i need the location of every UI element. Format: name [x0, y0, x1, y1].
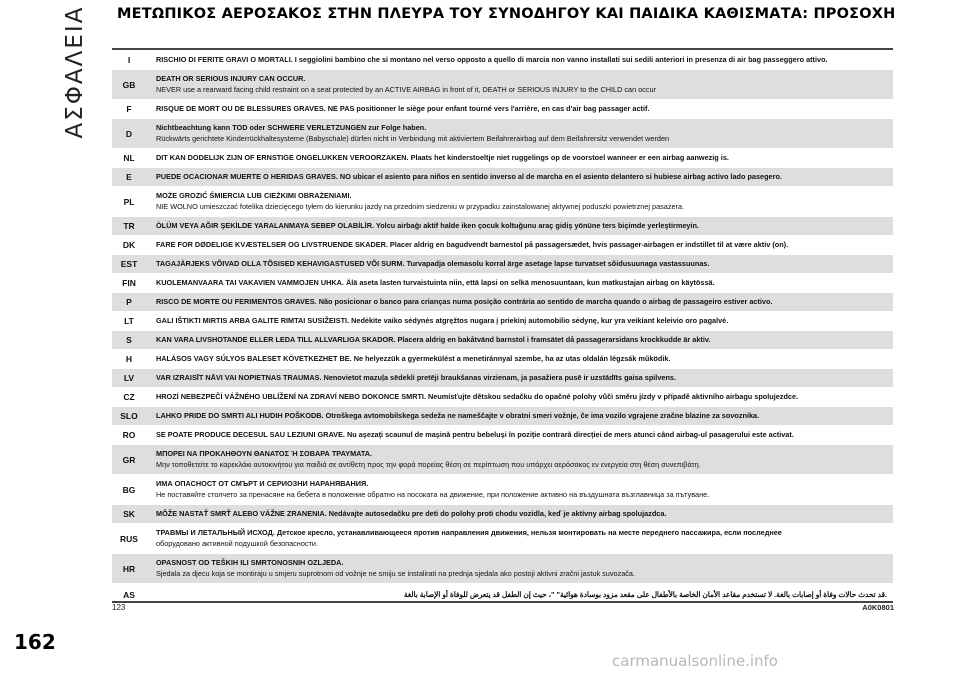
- language-code: RO: [122, 430, 136, 440]
- warning-headline: DIT KAN DODELIJK ZIJN OF ERNSTIGE ONGELUKKEN VEROORZAKEN. Plaats het kinderstoeltje niet ruggelings op de voorstoel wanneer er een airbag aanwezig is.: [156, 152, 729, 162]
- warning-text: [146, 259, 893, 270]
- table-row: [112, 273, 893, 292]
- table-row: [112, 504, 893, 523]
- language-code: CZ: [123, 392, 135, 402]
- table-row: [112, 69, 893, 99]
- table-row: [112, 186, 893, 216]
- warning-text: [146, 191, 893, 212]
- language-code: E: [126, 172, 132, 182]
- section-side-label-text: ΑΣΦΑΛΕΙΑ: [62, 5, 88, 139]
- warning-detail: Μην τοποθετείτε το καρεκλάκι αυτοκινήτου για παιδιά σε αντίθετη προς την φορά πορείας θέση σε περίπτωση που υπάρχει αερόσακος εν ενεργεία στη θέση συνεπιβάτη.: [156, 459, 701, 469]
- warning-text: [146, 449, 893, 470]
- warning-headline: RISQUE DE MORT OU DE BLESSURES GRAVES. NE PAS positionner le siège pour enfant tourné vers l'arrière, en cas d'air bag passager actif.: [156, 103, 650, 113]
- warning-text: [146, 74, 893, 95]
- warning-text: [146, 104, 893, 115]
- figure-code: A0K0801: [862, 603, 894, 612]
- language-code: AS: [123, 590, 135, 600]
- warning-text: [146, 335, 893, 346]
- table-row: [112, 235, 893, 254]
- warning-text: [146, 221, 893, 232]
- warning-text: [146, 590, 893, 601]
- table-row: [112, 368, 893, 387]
- table-row: [112, 553, 893, 583]
- warning-headline: KUOLEMANVAARA TAI VAKAVIEN VAMMOJEN UHKA. Älä aseta lasten turvaistuinta niin, että lapsi on selkä menosuuntaan, kun matkustajan airbag on käytössä.: [156, 277, 715, 287]
- warning-headline: ΜΠΟΡΕΙ ΝΑ ΠΡΟΚΛΗΘΟΥΝ ΘΑΝΑΤΟΣ Ή ΣΟΒΑΡΑ ΤΡΑΥΜΑΤΑ.: [156, 449, 373, 458]
- warning-text: [146, 354, 893, 365]
- language-code: FIN: [122, 278, 136, 288]
- language-code: P: [126, 297, 132, 307]
- table-row: [112, 406, 893, 425]
- warning-headline: LAHKO PRIDE DO SMRTI ALI HUDIH POŠKODB. Otroškega avtomobilskega sedeža ne nameščajte v obratni smeri vožnje, če ima vozilo vgrajene zračne blazine za sovoznika.: [156, 410, 760, 420]
- warning-text: [146, 392, 893, 403]
- language-code: I: [127, 55, 131, 65]
- warning-text: [146, 558, 893, 579]
- language-code: BG: [122, 484, 136, 495]
- warning-headline: DEATH OR SERIOUS INJURY CAN OCCUR.: [156, 74, 306, 83]
- warning-table: [112, 48, 893, 603]
- page-heading: ΜΕΤΩΠΙΚΟΣ ΑΕΡΟΣΑΚΟΣ ΣΤΗΝ ΠΛΕΥΡΑ ΤΟΥ ΣΥΝΟΔΗΓΟΥ ΚΑΙ ΠΑΙΔΙΚΑ ΚΑΘΙΣΜΑΤΑ: ΠΡΟΣΟΧΗ: [117, 6, 896, 22]
- table-row: [112, 330, 893, 349]
- warning-headline: RISCO DE MORTE OU FERIMENTOS GRAVES. Não posicionar o banco para crianças numa posição contrária ao sentido de marcha quando o airbag de passageiro estiver activo.: [156, 296, 773, 306]
- warning-headline: GALI IŠTIKTI MIRTIS ARBA GALITE RIMTAI SUSIŽEISTI. Nedėkite vaiko sėdynės atgręžtos nugara į priekinį automobilio sėdynę, kur yra veikiant keleivio oro pagalvė.: [156, 315, 729, 325]
- warning-text: [146, 430, 893, 441]
- warning-detail: NIE WOLNO umieszczać fotelika dziecięcego tyłem do kierunku jazdy na przednim siedzeniu w przypadku zainstalowanej aktywnej poduszki powietrznej pasażera.: [156, 201, 685, 211]
- language-code: SLO: [120, 411, 138, 421]
- warning-text: [146, 373, 893, 384]
- warning-text: [146, 123, 893, 144]
- warning-detail: NEVER use a rearward facing child restraint on a seat protected by an ACTIVE AIRBAG in front of it, DEATH or SERIOUS INJURY to the CHILD can occur: [156, 84, 657, 94]
- warning-headline: TAGAJÄRJEKS VÕIVAD OLLA TÕSISED KEHAVIGASTUSED VÕI SURM. Turvapadja olemasolu korral ärge asetage lapse turvatset sõidusuunaga vastassuunas.: [156, 258, 710, 268]
- table-row: [112, 425, 893, 444]
- page-number: 162: [14, 630, 56, 654]
- table-row: [112, 216, 893, 235]
- language-code: RUS: [120, 533, 138, 544]
- warning-text: [146, 153, 893, 164]
- language-code: LT: [124, 316, 134, 326]
- warning-detail: Rückwärts gerichtete Kinderrückhaltesysteme (Babyschale) dürfen nicht in Verbindung mit aktiviertem Beifahrerairbag auf dem Beifahrersitz verwendet werden: [156, 133, 670, 143]
- warning-headline: ИМА ОПАСНОСТ ОТ СМЪРТ И СЕРИОЗНИ НАРАНЯВАНИЯ.: [156, 479, 369, 488]
- warning-text: [146, 509, 893, 520]
- language-code: SK: [123, 509, 135, 519]
- table-row: [112, 474, 893, 504]
- table-row: [112, 311, 893, 330]
- warning-headline: ÖLÜM VEYA AĞIR ŞEKİLDE YARALANMAYA SEBEP OLABİLİR. Yolcu airbağı aktif halde iken çocuk koltuğunu araç gidiş yönüne ters biçimde yerleştirmeyin.: [156, 220, 699, 230]
- table-row: [112, 583, 893, 606]
- language-code: TR: [123, 221, 135, 231]
- warning-detail: Sjedala za djecu koja se montiraju u smjeru suprotnom od vožnje ne smiju se instalirati na prednja sjedala ako postoji aktivni zračni jastuk suvozača.: [156, 568, 636, 578]
- table-row: [112, 167, 893, 186]
- warning-text: [146, 172, 893, 183]
- table-row: [112, 118, 893, 148]
- table-row: [112, 148, 893, 167]
- warning-text: [146, 55, 893, 66]
- language-code: NL: [123, 153, 135, 163]
- warning-text: [146, 278, 893, 289]
- warning-headline: MOŻE GROZIĆ ŚMIERCIA LUB CIEŻKIMI OBRAŻENIAMI.: [156, 191, 352, 200]
- warning-headline: ТРАВМЫ И ЛЕТАЛЬНЫЙ ИСХОД. Детское кресло, устанавливающееся против направления движения, нельзя монтировать на месте переднего пассажира, если последнее: [156, 528, 782, 537]
- language-code: D: [125, 128, 133, 139]
- language-code: HR: [122, 563, 136, 574]
- language-code: H: [125, 354, 133, 364]
- table-row: [112, 349, 893, 368]
- warning-headline: KAN VARA LIVSHOTANDE ELLER LEDA TILL ALLVARLIGA SKADOR. Placera aldrig en bakåtvänd barnstol i framsätet då passagerarsidans krockkudde är aktiv.: [156, 334, 711, 344]
- warning-headline: HALÁSOS VAGY SÚLYOS BALESET KÖVETKEZHET BE. Ne helyezzük a gyermekülést a menetiránnyal szembe, ha az utas oldalán légzsák működik.: [156, 353, 671, 363]
- language-code: GB: [122, 79, 136, 90]
- warning-text: [146, 240, 893, 251]
- warning-headline: .قد تحدث حالات وفاة أو إصابات بالغة. لا تستخدم مقاعد الأمان الخاصة بالأطفال على مقعد مزود بوسادة هوائية" "، حيث إن الطفل قد يتعرض للوفاة أو الإصابة بالغة: [403, 589, 887, 599]
- table-row: [112, 254, 893, 273]
- table-row: [112, 523, 893, 553]
- warning-text: [146, 479, 893, 500]
- warning-headline: SE POATE PRODUCE DECESUL SAU LEZIUNI GRAVE. Nu aşezaţi scaunul de maşină pentru bebeluşi în poziţie contrară direcţiei de mers atunci când airbag-ul pasagerului este activat.: [156, 429, 794, 439]
- watermark: carmanualsonline.info: [612, 652, 778, 670]
- table-row: [112, 99, 893, 118]
- warning-headline: Nichtbeachtung kann TOD oder SCHWERE VERLETZUNGEN zur Folge haben.: [156, 123, 427, 132]
- warning-headline: RISCHIO DI FERITE GRAVI O MORTALI. I seggiolini bambino che si montano nel verso opposto a quello di marcia non vanno installati sui sedili anteriori in presenza di air bag passeggero attivo.: [156, 54, 828, 64]
- warning-headline: FARE FOR DØDELIGE KVÆSTELSER OG LIVSTRUENDE SKADER. Placer aldrig en bagudvendt barnestol på passagersædet, hvis passager-airbagen er indstillet til at være aktiv (on).: [156, 239, 789, 249]
- language-code: LV: [123, 373, 135, 383]
- language-code: F: [126, 104, 132, 114]
- section-side-label: [40, 2, 110, 142]
- language-code: GR: [122, 454, 136, 465]
- warning-text: [146, 297, 893, 308]
- warning-headline: OPASNOST OD TEŠKIH ILI SMRTONOSNIH OZLJEDA.: [156, 558, 344, 567]
- warning-text: [146, 411, 893, 422]
- warning-headline: PUEDE OCACIONAR MUERTE O HERIDAS GRAVES. NO ubicar el asiento para niños en sentido inverso al de marcha en el asiento delantero si hubiese airbag activo lado pasegero.: [156, 171, 782, 181]
- figure-number: 123: [112, 603, 126, 612]
- language-code: DK: [122, 240, 136, 250]
- table-row: [112, 50, 893, 69]
- warning-headline: MÔŽE NASTAŤ SMRŤ ALEBO VÁŽNE ZRANENIA. Nedávajte autosedačku pre deti do polohy proti chodu vozidla, keď je aktívny airbag spolujazdca.: [156, 508, 667, 518]
- warning-detail: Не поставяйте столчето за пренасяне на бебета в положение обратно на посоката на движение, при положение активно на въздушната възглавница за пътуване.: [156, 489, 710, 499]
- language-code: S: [126, 335, 132, 345]
- table-row: [112, 387, 893, 406]
- warning-headline: VAR IZRAISĪT NĀVI VAI NOPIETNAS TRAUMAS. Nenovietot mazuļa sēdekli pretēji braukšanas virzienam, ja pasažiera pusē ir uzstādīts gaisa spilvens.: [156, 372, 676, 382]
- table-row: [112, 292, 893, 311]
- warning-detail: оборудовано активной подушкой безопасности.: [156, 538, 318, 548]
- warning-headline: HROZÍ NEBEZPEČÍ VÁŽNÉHO UBLÍŽENÍ NA ZDRAVÍ NEBO DOKONCE SMRTI. Neumísťujte dětskou sedačku do opačné polohy vůči směru jízdy v případě aktivního airbagu spolujezdce.: [156, 391, 799, 401]
- table-row: [112, 444, 893, 474]
- language-code: EST: [120, 259, 138, 269]
- warning-text: [146, 528, 893, 549]
- language-code: PL: [123, 196, 135, 207]
- warning-text: [146, 316, 893, 327]
